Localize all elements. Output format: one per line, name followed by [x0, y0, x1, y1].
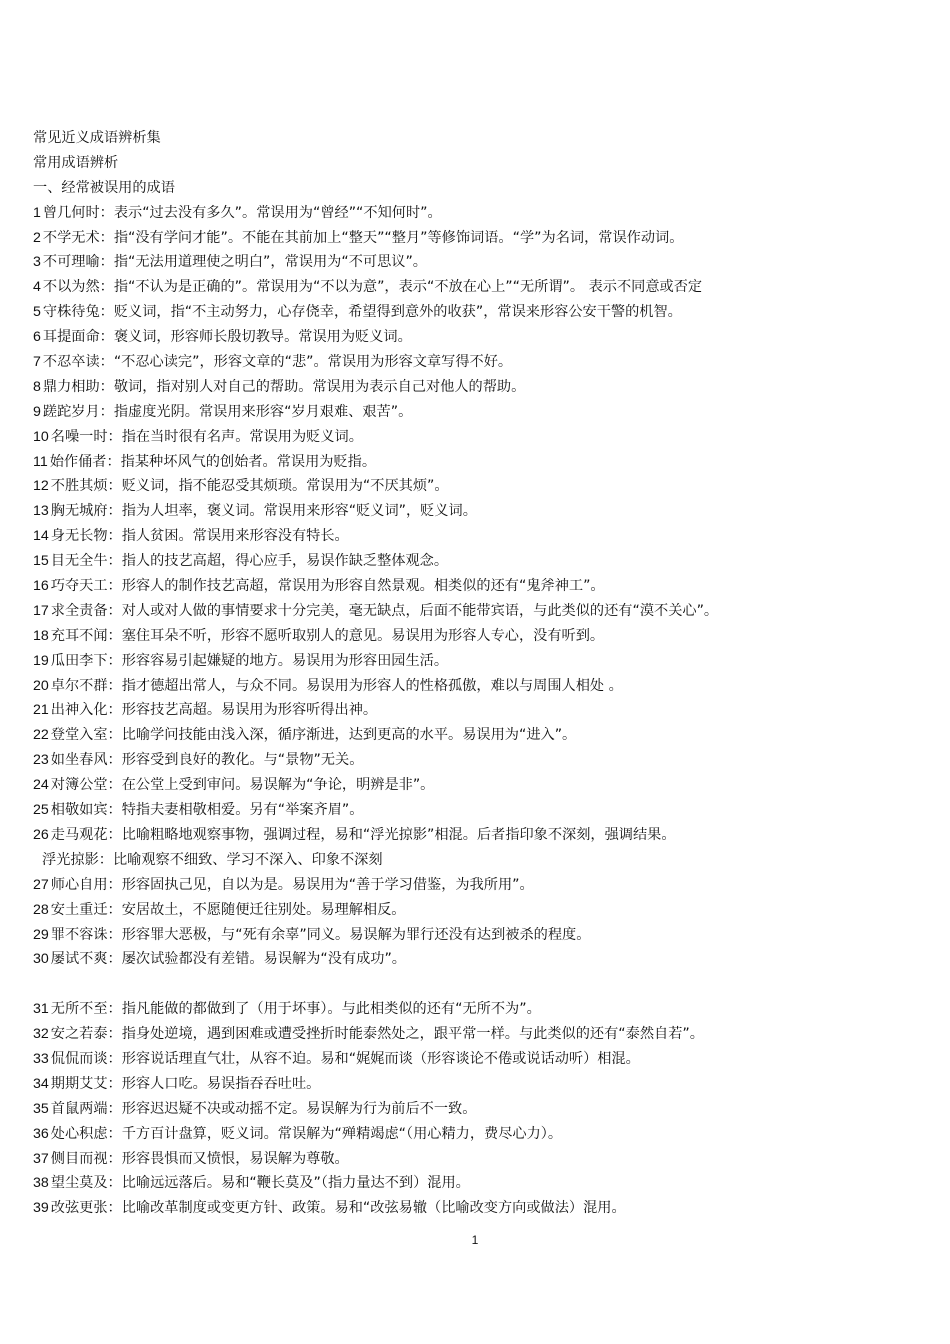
entry-number: 33	[33, 1050, 49, 1067]
list-item	[33, 748, 923, 773]
entry-number: 37	[33, 1150, 49, 1167]
entry-number: 6	[33, 329, 41, 346]
entry-text: 安土重迁：安居故土，不愿随便迁往别处。易理解相反。	[50, 901, 406, 918]
list-item	[33, 1072, 923, 1097]
entry-text: 不忍卒读：“不忍心读完”，形容文章的“悲”。常误用为形容文章写得不好。	[42, 354, 513, 371]
list-item	[33, 823, 923, 848]
list-item	[33, 773, 923, 798]
entry-number: 35	[33, 1100, 49, 1117]
list-item	[33, 649, 923, 674]
entry-number: 24	[33, 777, 49, 794]
list-item	[33, 425, 923, 450]
entry-text: 改弦更张：比喻改革制度或变更方针、政策。易和“改弦易辙（比喻改变方向或做法）混用。	[50, 1200, 626, 1217]
entry-text: 如坐春风：形容受到良好的教化。与“景物”无关。	[50, 752, 364, 769]
entry-text: 瓜田李下：形容容易引起嫌疑的地方。易误用为形容田园生活。	[50, 652, 449, 669]
list-item	[33, 474, 923, 499]
entry-number: 16	[33, 578, 49, 595]
entry-text: 不可理喻：指“无法用道理使之明白”，常误用为“不可思议”。	[42, 254, 427, 271]
list-item	[33, 375, 923, 400]
list-item	[33, 1122, 923, 1147]
entry-number: 4	[33, 279, 41, 296]
list-item	[33, 250, 923, 275]
section-heading: 一、经常被误用的成语	[33, 179, 175, 196]
list-item	[33, 1022, 923, 1047]
list-item	[33, 997, 923, 1022]
entry-number: 2	[33, 229, 41, 246]
entry-text: 名噪一时：指在当时很有名声。常误用为贬义词。	[50, 428, 363, 445]
entry-number: 39	[33, 1200, 49, 1217]
document-title: 常见近义成语辨析集	[33, 130, 161, 146]
list-item	[33, 524, 923, 549]
list-item	[33, 674, 923, 699]
entry-number: 15	[33, 553, 49, 570]
entry-number: 26	[33, 826, 49, 843]
entry-number: 18	[33, 627, 49, 644]
entry-text: 无所不至：指凡能做的都做到了（用于坏事）。与此相类似的还有“无所不为”。	[50, 1001, 541, 1018]
entry-text: 耳提面命：褒义词，形容师长殷切教导。常误用为贬义词。	[42, 329, 412, 346]
entry-text: 充耳不闻：塞住耳朵不听，形容不愿听取别人的意见。易误用为形容人专心，没有听到。	[50, 627, 605, 644]
blank-line	[33, 972, 923, 997]
entry-number: 21	[33, 702, 49, 719]
entry-text: 首鼠两端：形容迟迟疑不决或动摇不定。易误解为行为前后不一致。	[50, 1100, 477, 1117]
entry-text: 鼎力相助：敬词，指对别人对自己的帮助。常误用为表示自己对他人的帮助。	[42, 378, 526, 395]
entry-number: 1	[33, 204, 41, 221]
list-item	[33, 1171, 923, 1196]
list-item	[33, 599, 923, 624]
entry-number: 14	[33, 528, 49, 545]
entry-number: 31	[33, 1001, 49, 1018]
entry-number: 29	[33, 926, 49, 943]
entry-text: 始作俑者：指某种坏风气的创始者。常误用为贬指。	[49, 453, 377, 470]
list-item	[33, 1196, 923, 1221]
entry-text: 蹉跎岁月：指虚度光阴。常误用来形容“岁月艰难、艰苦”。	[42, 403, 413, 420]
entry-number: 22	[33, 727, 49, 744]
entry-text: 对簿公堂：在公堂上受到审问。易误解为“争论，明辨是非”。	[50, 777, 435, 794]
entry-number: 23	[33, 752, 49, 769]
entry-text: 曾几何时：表示“过去没有多久”。常误用为“曾经”“不知何时”。	[42, 204, 442, 221]
entry-number: 36	[33, 1125, 49, 1142]
entry-text: 守株待兔：贬义词，指“不主动努力，心存侥幸，希望得到意外的收获”，常误来形容公安干警的机智。	[42, 304, 682, 321]
entry-text: 侃侃而谈：形容说话理直气壮，从容不迫。易和“娓娓而谈（形容谈论不倦或说话动听）相混。	[50, 1050, 640, 1067]
entry-number: 9	[33, 403, 41, 420]
entry-text: 求全责备：对人或对人做的事情要求十分完美，毫无缺点，后面不能带宾语，与此类似的还有“漠不关心”。	[50, 602, 719, 619]
entry-text: 安之若泰：指身处逆境，遇到困难或遭受挫折时能泰然处之，跟平常一样。与此类似的还有“泰然自若”。	[50, 1026, 704, 1043]
entry-text: 出神入化：形容技艺高超。易误用为形容听得出神。	[50, 702, 378, 719]
entry-text: 期期艾艾：形容人口吃。易误指吞吞吐吐。	[50, 1075, 321, 1092]
entry-number: 30	[33, 951, 49, 968]
entry-text: 身无长物：指人贫困。常误用来形容没有特长。	[50, 528, 349, 545]
list-item	[33, 873, 923, 898]
entry-text: 罪不容诛：形容罪大恶极，与“死有余辜”同义。易误解为罪行还没有达到被杀的程度。	[50, 926, 591, 943]
list-item	[33, 226, 923, 251]
entry-number: 12	[33, 478, 49, 495]
entry-number: 32	[33, 1026, 49, 1043]
entry-number: 13	[33, 503, 49, 520]
list-item	[33, 300, 923, 325]
entry-number: 3	[33, 254, 41, 271]
entry-text: 卓尔不群：指才德超出常人，与众不同。易误用为形容人的性格孤傲，难以与周围人相处 。	[50, 677, 623, 694]
entry-text: 胸无城府：指为人坦率，褒义词。常误用来形容“贬义词”，贬义词。	[50, 503, 477, 520]
list-item	[33, 400, 923, 425]
entry-text: 处心积虑：千方百计盘算，贬义词。常误解为“殚精竭虑“（用心精力，费尽心力）。	[50, 1125, 563, 1142]
entry-text: 侧目而视：形容畏惧而又愤恨，易误解为尊敬。	[50, 1150, 349, 1167]
entry-text: 目无全牛：指人的技艺高超，得心应手，易误作缺乏整体观念。	[50, 553, 449, 570]
entry-text: 不以为然：指“不认为是正确的”。常误用为“不以为意”，表示“不放在心上”“无所谓”。 表示不同意或否定	[42, 279, 703, 296]
list-item	[33, 574, 923, 599]
list-item	[33, 275, 923, 300]
entry-text: 望尘莫及：比喻远远落后。易和“鞭长莫及”（指力量达不到）混用。	[50, 1175, 470, 1192]
list-item	[33, 698, 923, 723]
entry-text: 不胜其烦：贬义词，指不能忍受其烦琐。常误用为“不厌其烦”。	[50, 478, 449, 495]
entry-number: 8	[33, 378, 41, 395]
entry-number: 25	[33, 802, 49, 819]
list-item	[33, 1047, 923, 1072]
entry-number: 34	[33, 1075, 49, 1092]
entry-number: 5	[33, 304, 41, 321]
entry-text: 屡试不爽：屡次试验都没有差错。易误解为“没有成功”。	[50, 951, 406, 968]
entry-number: 10	[33, 428, 49, 445]
list-item	[33, 848, 923, 873]
list-item	[33, 1097, 923, 1122]
list-item	[33, 923, 923, 948]
entry-number: 20	[33, 677, 49, 694]
entry-number: 7	[33, 354, 41, 371]
list-item	[33, 898, 923, 923]
entry-number: 11	[33, 453, 48, 470]
entry-text: 相敬如宾：特指夫妻相敬相爱。另有“举案齐眉”。	[50, 802, 364, 819]
list-item	[33, 723, 923, 748]
document-subtitle: 常用成语辨析	[33, 154, 119, 171]
list-item	[33, 624, 923, 649]
entry-text: 走马观花：比喻粗略地观察事物，强调过程，易和“浮光掠影”相混。后者指印象不深刻，强调结果。	[50, 826, 676, 843]
list-item	[33, 549, 923, 574]
entry-text: 登堂入室：比喻学问技能由浅入深，循序渐进，达到更高的水平。易误用为“进入”。	[50, 727, 577, 744]
list-item	[33, 947, 923, 972]
entry-number: 28	[33, 901, 49, 918]
entry-number: 27	[33, 876, 49, 893]
list-item	[33, 201, 923, 226]
list-item	[33, 798, 923, 823]
page-number: 1	[471, 1233, 479, 1247]
list-item	[33, 325, 923, 350]
entry-number: 38	[33, 1175, 49, 1192]
entry-number: 17	[33, 602, 49, 619]
entry-text: 浮光掠影：比喻观察不细致、学习不深入、印象不深刻	[42, 851, 383, 868]
entry-text: 师心自用：形容固执己见，自以为是。易误用为“善于学习借鉴，为我所用”。	[50, 876, 534, 893]
list-item	[33, 1147, 923, 1172]
list-item	[33, 350, 923, 375]
document-body	[33, 126, 923, 1221]
idiom-list	[33, 201, 923, 1222]
entry-text: 巧夺天工：形容人的制作技艺高超，常误用为形容自然景观。相类似的还有“鬼斧神工”。	[50, 578, 605, 595]
list-item	[33, 499, 923, 524]
entry-text: 不学无术：指“没有学问才能”。不能在其前加上“整天”“整月”等修饰词语。“学”为名词，常误作动词。	[42, 229, 684, 246]
list-item	[33, 450, 923, 475]
entry-number: 19	[33, 652, 49, 669]
